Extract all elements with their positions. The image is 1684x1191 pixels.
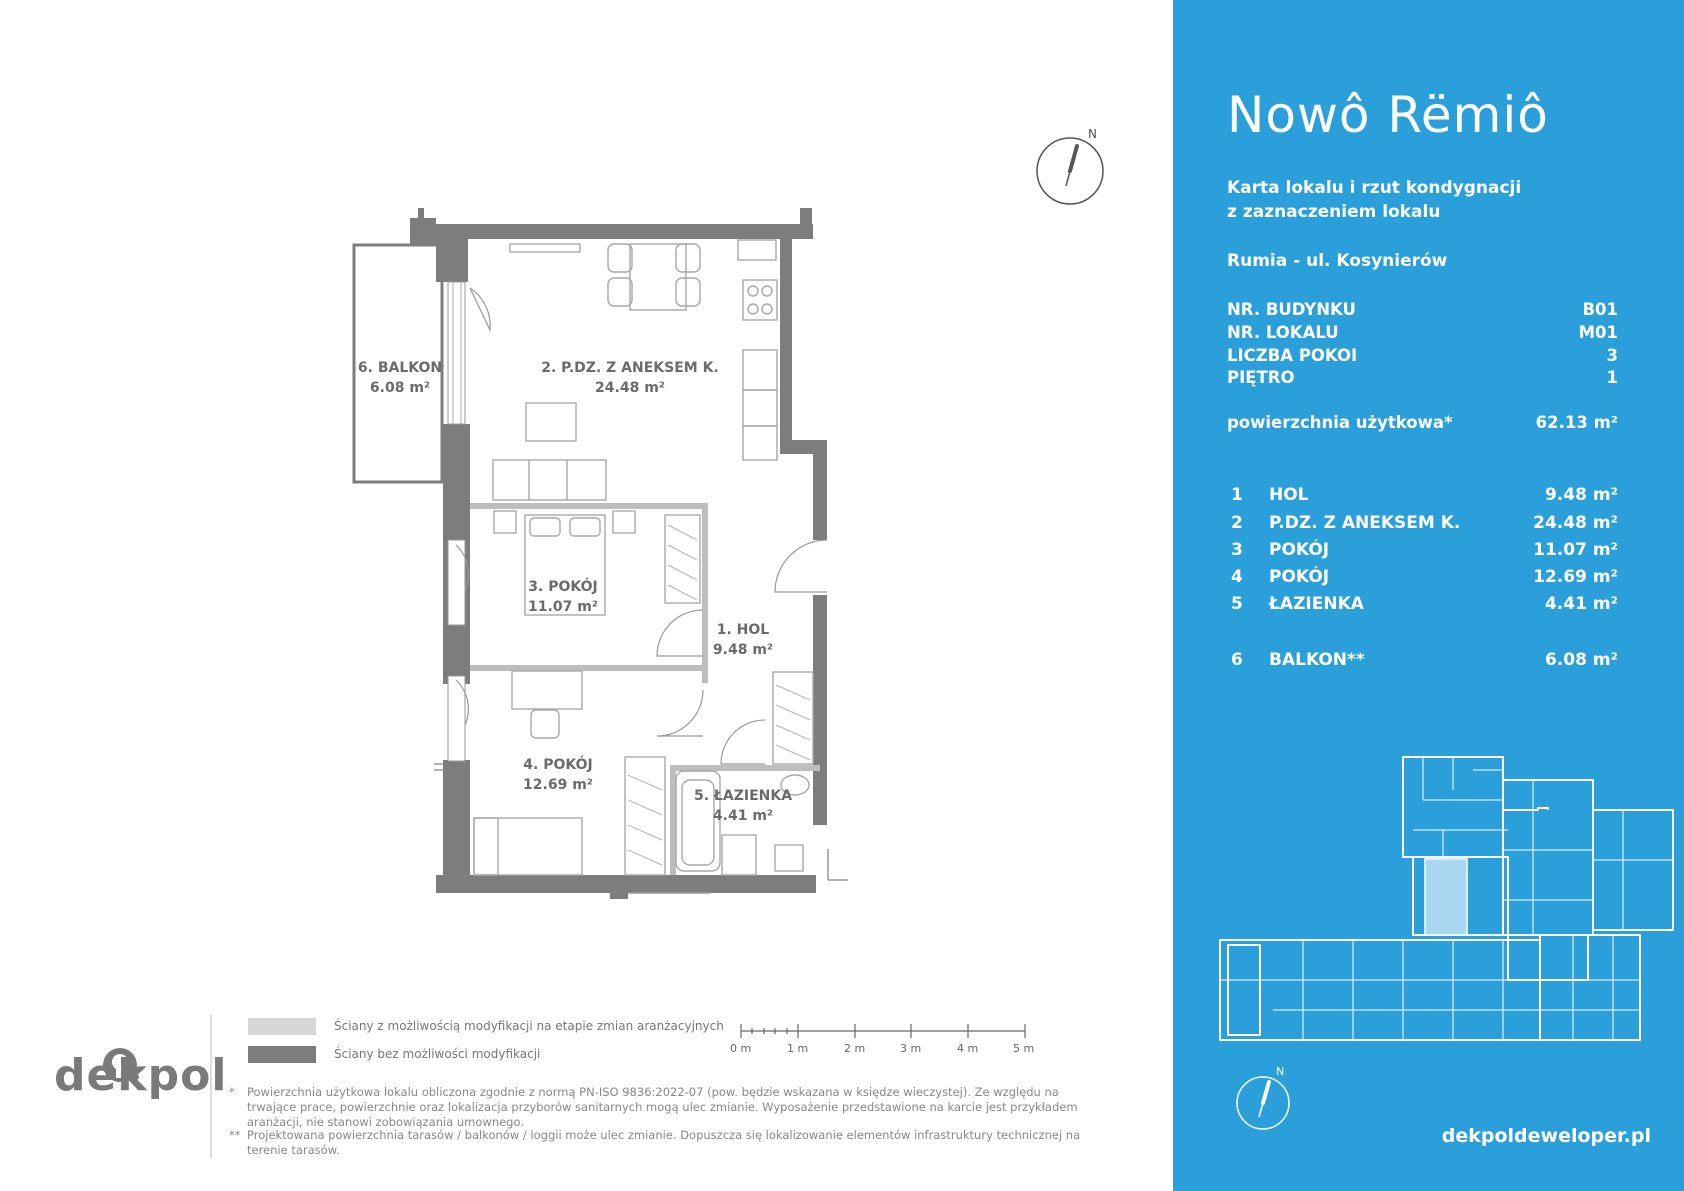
info-label: NR. LOKALU xyxy=(1227,323,1339,342)
compass-letter: N xyxy=(1088,127,1097,141)
room-label-balcony xyxy=(355,358,445,398)
scale-label: 2 m xyxy=(844,1042,866,1055)
info-label: NR. BUDYNKU xyxy=(1227,300,1356,319)
scale-label: 4 m xyxy=(957,1042,979,1055)
room-name: 3. POKÓJ xyxy=(528,579,598,595)
room-area: 11.07 m² xyxy=(528,599,598,615)
scale-label: 3 m xyxy=(900,1042,922,1055)
room-name: BALKON** xyxy=(1269,650,1365,670)
room-area: 9.48 m² xyxy=(712,642,774,658)
footnote-1 xyxy=(229,1085,1097,1130)
usable-area-label: powierzchnia użytkowa* xyxy=(1227,413,1453,432)
scale-label: 5 m xyxy=(1013,1042,1035,1055)
room-name: HOL xyxy=(1269,485,1309,505)
room-label-living xyxy=(530,358,730,398)
legend-swatch-modifiable xyxy=(248,1018,316,1035)
info-label: PIĘTRO xyxy=(1227,368,1295,387)
info-value: 1 xyxy=(1606,368,1618,387)
scale-label: 0 m xyxy=(730,1042,752,1055)
compass-icon xyxy=(1037,127,1103,204)
info-value: 3 xyxy=(1606,346,1618,365)
exterior-details xyxy=(434,764,848,893)
room-name: 4. POKÓJ xyxy=(523,757,593,773)
brand-wordmark: dekpol xyxy=(54,1050,228,1101)
legend-fixed-text: Ściany bez możliwości modyfikacji xyxy=(334,1047,541,1061)
room-number: 5 xyxy=(1231,594,1243,614)
room-name: 5. ŁAZIENKA xyxy=(693,788,793,804)
room-number: 2 xyxy=(1231,513,1243,533)
room-number: 1 xyxy=(1231,485,1243,505)
room-area: 6.08 m² xyxy=(1544,650,1618,670)
room-name: P.DZ. Z ANEKSEM K. xyxy=(1269,513,1461,533)
room-number: 6 xyxy=(1231,650,1243,670)
room-area: 24.48 m² xyxy=(595,380,665,396)
building-key-plan xyxy=(1173,0,1684,1191)
location-text: Rumia - ul. Kosynierów xyxy=(1227,251,1448,271)
info-panel xyxy=(1173,0,1684,1191)
room-area: 11.07 m² xyxy=(1533,540,1618,560)
room-area: 4.41 m² xyxy=(712,808,774,824)
room-area: 12.69 m² xyxy=(523,777,593,793)
scale-bar xyxy=(741,1024,1025,1038)
compass-icon xyxy=(1237,1065,1289,1129)
scale-label: 1 m xyxy=(787,1042,809,1055)
room-area: 6.08 m² xyxy=(369,380,431,396)
room-label-room4 xyxy=(508,755,608,795)
room-label-bathroom xyxy=(690,786,796,826)
key-plan-highlighted-unit xyxy=(1425,859,1467,935)
legend-modifiable-text: Ściany z możliwością modyfikacji na etapie zmian aranżacyjnych xyxy=(334,1019,724,1033)
info-label: LICZBA POKOI xyxy=(1227,346,1358,365)
room-name: 1. HOL xyxy=(716,622,770,638)
info-value: B01 xyxy=(1582,300,1618,319)
room-name: 6. BALKON xyxy=(357,360,443,376)
room-name: POKÓJ xyxy=(1269,540,1330,560)
room-name: 2. P.DZ. Z ANEKSEM K. xyxy=(541,360,719,376)
website-link[interactable]: dekpoldeweloper.pl xyxy=(1441,1125,1651,1147)
room-name: POKÓJ xyxy=(1269,567,1330,587)
room-area: 9.48 m² xyxy=(1544,485,1618,505)
info-value: M01 xyxy=(1578,323,1618,342)
room-area: 12.69 m² xyxy=(1533,567,1618,587)
footnote-mark: * xyxy=(229,1085,235,1099)
subtitle-line-2: z zaznaczeniem lokalu xyxy=(1227,202,1441,222)
footnote-text: Projektowana powierzchnia tarasów / balkonów / loggii może ulec zmianie. Dopuszcza się lokalizowanie elementów infrastruktury technicznej na terenie tarasów. xyxy=(247,1128,1081,1157)
usable-area-value: 62.13 m² xyxy=(1535,413,1618,432)
room-number: 4 xyxy=(1231,567,1243,587)
room-name: ŁAZIENKA xyxy=(1269,594,1364,614)
room-label-hall xyxy=(700,620,786,660)
room-label-room3 xyxy=(513,577,613,617)
room-area: 4.41 m² xyxy=(1544,594,1618,614)
project-title: Nowô Rëmiô xyxy=(1227,86,1549,144)
subtitle-line-1: Karta lokalu i rzut kondygnacji xyxy=(1227,178,1522,198)
room-number: 3 xyxy=(1231,540,1243,560)
footnote-mark: ** xyxy=(229,1128,241,1142)
footnote-text: Powierzchnia użytkowa lokalu obliczona zgodnie z normą PN-ISO 9836:2022-07 (pow. będzie wskazana w księdze wieczystej). Ze względu na trwające prace, powierzchnie oraz lokalizacja przyborów sanitarnych mogą ulec zmianie. Wyposażenie przedstawione na karcie jest przykładem aranżacji, nie stanowi zobowiązania umownego. xyxy=(247,1085,1078,1129)
compass-letter: N xyxy=(1276,1065,1285,1078)
legend-swatch-fixed xyxy=(248,1046,316,1063)
footnote-2 xyxy=(229,1128,1097,1158)
room-area: 24.48 m² xyxy=(1533,513,1618,533)
